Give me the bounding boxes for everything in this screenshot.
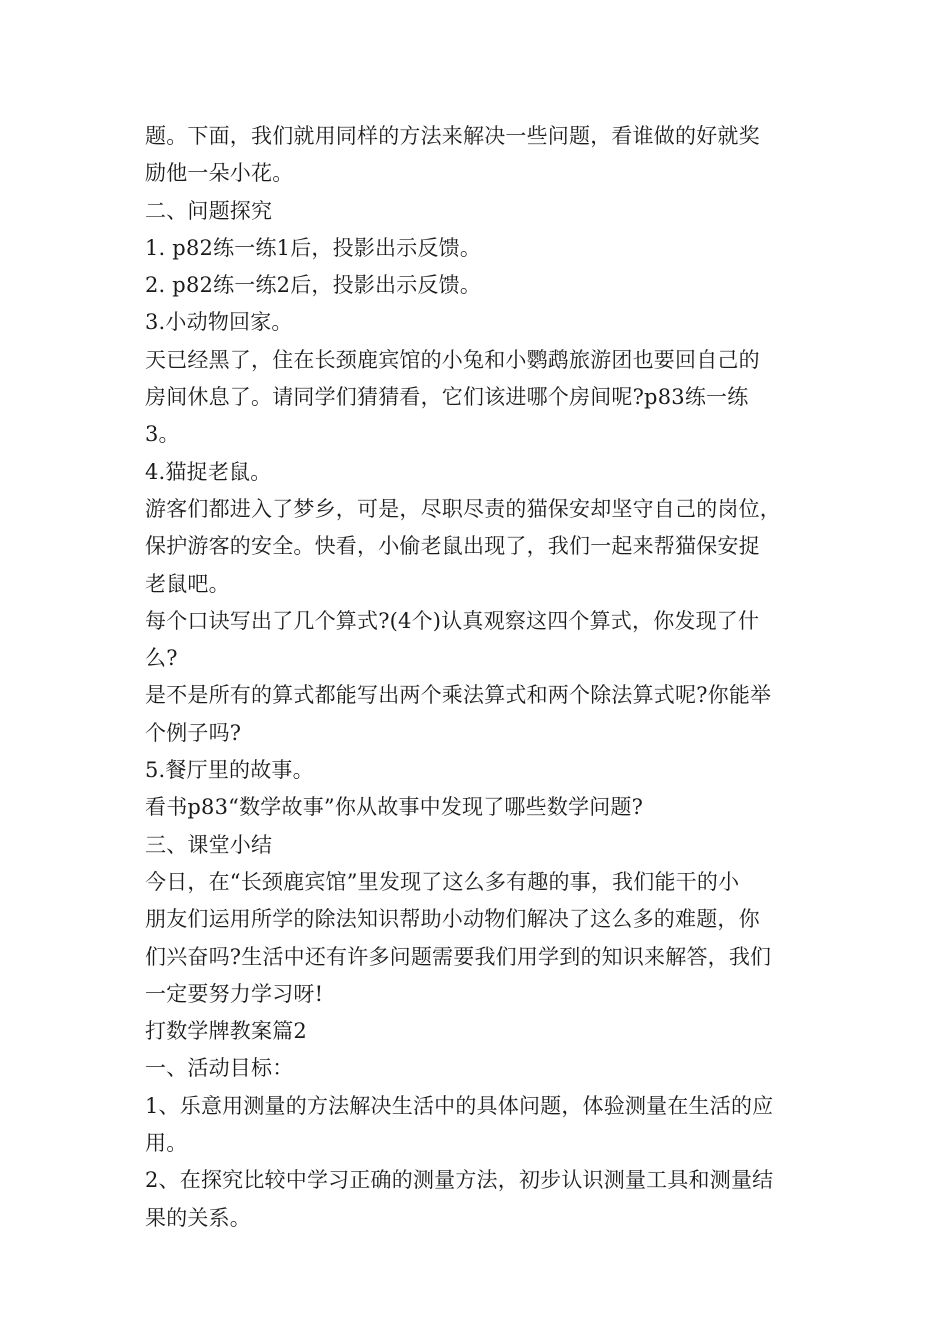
text-line: 游客们都进入了梦乡，可是，尽职尽责的猫保安却坚守自己的岗位，: [145, 496, 781, 521]
text-line: 3。: [145, 422, 180, 447]
text-line: 天已经黑了，住在长颈鹿宾馆的小兔和小鹦鹉旅游团也要回自己的: [145, 347, 760, 372]
list-item: 5.餐厅里的故事。: [145, 758, 314, 783]
text-line: 每个口诀写出了几个算式?(4个)认真观察这四个算式，你发现了什: [145, 608, 760, 633]
text-line: 今日，在“长颈鹿宾馆”里发现了这么多有趣的事，我们能干的小: [145, 869, 740, 894]
list-item: 4.猫捉老鼠。: [145, 459, 272, 484]
document-title: 打数学牌教案篇2: [145, 1019, 307, 1044]
list-item: 2、在探究比较中学习正确的测量方法，初步认识测量工具和测量结: [145, 1168, 774, 1193]
section-heading: 二、问题探究: [145, 198, 273, 223]
text-line: 看书p83“数学故事”你从故事中发现了哪些数学问题?: [145, 795, 644, 820]
document-body: [145, 118, 815, 1237]
list-item: 2. p82练一练2后，投影出示反馈。: [145, 273, 482, 298]
list-item: 3.小动物回家。: [145, 310, 293, 335]
text-line: 用。: [145, 1131, 188, 1156]
text-line: 个例子吗?: [145, 720, 242, 745]
text-line: 房间休息了。请同学们猜猜看，它们该进哪个房间呢?p83练一练: [145, 385, 749, 410]
text-line: 题。下面，我们就用同样的方法来解决一些问题，看谁做的好就奖: [145, 124, 760, 148]
text-line: 果的关系。: [145, 1205, 251, 1230]
text-line: 是不是所有的算式都能写出两个乘法算式和两个除法算式呢?你能举: [145, 683, 772, 708]
text-line: 励他一朵小花。: [145, 161, 294, 186]
text-line: 朋友们运用所学的除法知识帮助小动物们解决了这么多的难题，你: [145, 907, 760, 932]
list-item: 1、乐意用测量的方法解决生活中的具体问题，体验测量在生活的应: [145, 1093, 774, 1118]
section-heading: 一、活动目标：: [145, 1056, 294, 1081]
text-line: 保护游客的安全。快看，小偷老鼠出现了，我们一起来帮猫保安捉: [145, 534, 760, 559]
section-heading: 三、课堂小结: [145, 832, 273, 857]
text-line: 么?: [145, 646, 178, 671]
list-item: 1. p82练一练1后，投影出示反馈。: [145, 235, 482, 260]
text-line: 们兴奋吗?生活中还有许多问题需要我们用学到的知识来解答，我们: [145, 944, 772, 969]
text-line: 老鼠吧。: [145, 571, 230, 596]
text-line: 一定要努力学习呀!: [145, 981, 324, 1006]
